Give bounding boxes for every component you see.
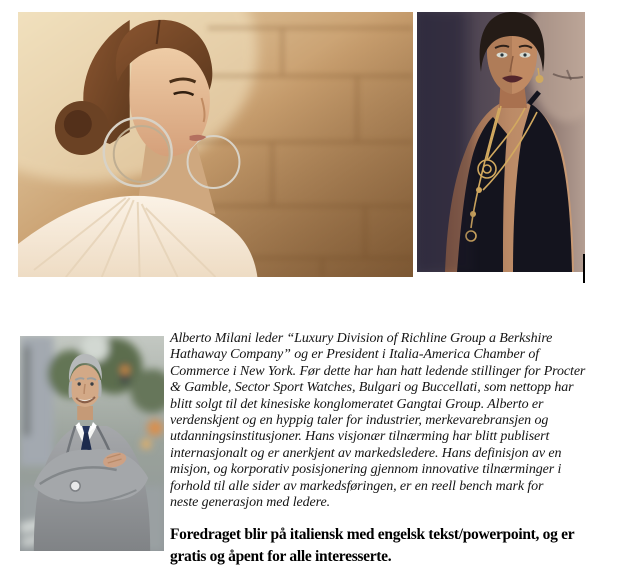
announcement [170, 524, 574, 567]
left-photo-graphic [18, 12, 413, 277]
speaker-photo-graphic [20, 336, 164, 551]
model-photo-left [18, 12, 413, 277]
eye-left [78, 382, 81, 385]
announcement-line: Foredraget blir på italiensk med engelsk tekst/powerpoint, og er [170, 526, 575, 543]
bio-line: misjon, og korporativ posisjonering gjennom innovative tilnærminger i [170, 462, 562, 478]
wristwatch [70, 481, 80, 491]
bio-line: forhold til alle sider av markedsføringen, er en reell bench mark for [170, 478, 544, 494]
bio-line: verdenskjent og en hyppig taler for industrier, merkevarebransjen og [170, 413, 549, 429]
eye-right [90, 382, 93, 385]
bio-line: Hathaway Company” og er President i Italia-America Chamber of [170, 347, 540, 363]
bio-line: neste generasjon med ledere. [170, 495, 330, 511]
bio-line: & Gamble, Sector Sport Watches, Bulgari og Buccellati, som nettopp har [170, 380, 574, 396]
bio-line: internasjonalt og er anerkjent av markedsledere. Hans definisjon av en [170, 445, 562, 461]
neck [77, 406, 93, 420]
announcement-line: gratis og åpent for alle interesserte. [170, 547, 392, 565]
bokeh-light [147, 420, 163, 436]
speaker-bio-paragraph [170, 331, 585, 511]
bio-line: blitt solgt til det kinesiske konglomeratet Gangtai Group. Alberto er [170, 396, 544, 412]
bio-line: Alberto Milani leder “Luxury Division of Richline Group a Berkshire [170, 331, 553, 346]
bio-line: Commerce i New York. Før dette har han hatt ledende stillinger for Procter [170, 363, 586, 379]
right-photo-graphic [417, 12, 585, 272]
speaker-photo [20, 336, 164, 551]
model-photo-right [417, 12, 585, 272]
bio-line: utdanningsinstitusjoner. Hans visjonær tilnærming har blitt publisert [170, 429, 550, 445]
gold-earring [538, 68, 539, 75]
text-cursor [583, 254, 585, 283]
